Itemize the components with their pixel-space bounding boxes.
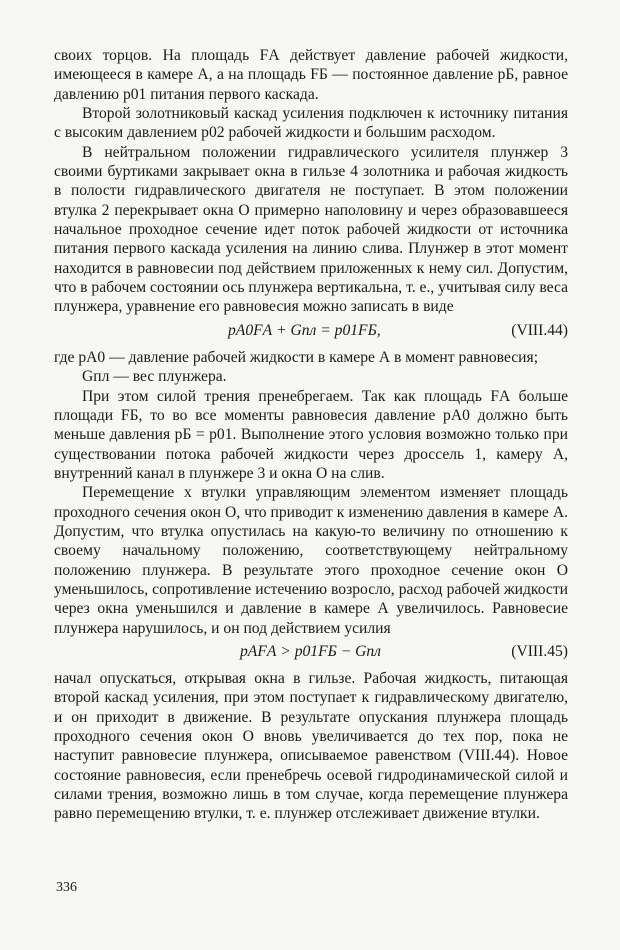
paragraph-3: В нейтральном положении гидравлического усилителя плунжер 3 своими буртиками закрывает окна в гильзе 4 золотника и рабочая жидкость в полости гидравлического двигателя не поступает. В этом положении втулка 2 перекрывает окна О примерно наполовину и через образовавшееся начальное проходное сечение идет поток рабочей жидкости от источника питания первого каскада усиления на линию слива. Плунжер в этот момент находится в равновесии под действием приложенных к нему сил. Допустим, что в рабочем состоянии ось плунжера вертикальна, т. е., учитывая силу веса плунжера, уравнение его равновесия можно записать в виде — [54, 143, 568, 316]
paragraph-5: Перемещение x втулки управляющим элементом изменяет площадь проходного сечения окон О, что приводит к изменению давления в камере А. Допустим, что втулка опустилась на какую-то величину по отношению к своему начальному положению, соответствующему нейтральному положению плунжера. В результате этого проходное сечение окон О уменьшилось, сопротивление истечению возросло, расход рабочей жидкости через окна уменьшился и давление в камере А увеличилось. Равновесие плунжера нарушилось, и он под действием усилия — [54, 484, 568, 637]
page-number: 336 — [56, 880, 77, 895]
paragraph-4: При этом силой трения пренебрегаем. Так как площадь FА больше площади FБ, то во все моменты равновесия давление pА0 должно быть меньше давления pБ = p01. Выполнение этого условия возможно только при существовании потока рабочей жидкости через дроссель 1, камеру А, внутренний канал в плунжере 3 и окна О на слив. — [54, 387, 568, 482]
equation-number: (VIII.45) — [511, 642, 568, 660]
paragraph-2: Второй золотниковый каскад усиления подключен к источнику питания с высоким давлением p02 рабочей жидкости и большим расходом. — [54, 105, 568, 142]
equation-expression: pА0FА + Gпл = p01FБ, — [228, 321, 381, 339]
page-body — [54, 46, 568, 824]
paragraph-6: начал опускаться, открывая окна в гильзе. Рабочая жидкость, питающая второй каскад усиления, при этом поступает к гидравлическому двигателю, и он приходит в движение. В результате опускания плунжера площадь проходного сечения окон О вновь увеличивается до тех пор, пока не наступит равновесие плунжера, описываемое равенством (VIII.44). Новое состояние равновесия, если пренебречь осевой гидродинамической силой и силами трения, возможно лишь в том случае, когда перемещение плунжера равно перемещению втулки, т. е. плунжер отслеживает движение втулки. — [54, 669, 568, 823]
definition-pa0: где pА0 — давление рабочей жидкости в камере А в момент равновесия; — [54, 348, 539, 366]
equation-viii-44 — [54, 319, 568, 345]
equation-viii-45 — [54, 640, 568, 666]
equation-expression: pАFА > p01FБ − Gпл — [240, 642, 381, 660]
paragraph-1: своих торцов. На площадь FА действует давление рабочей жидкости, имеющееся в камере А, а на площадь FБ — постоянное давление pБ, равное давлению p01 питания первого каскада. — [54, 47, 568, 103]
equation-number: (VIII.44) — [511, 321, 568, 339]
definition-gpl: Gпл — вес плунжера. — [82, 368, 227, 386]
